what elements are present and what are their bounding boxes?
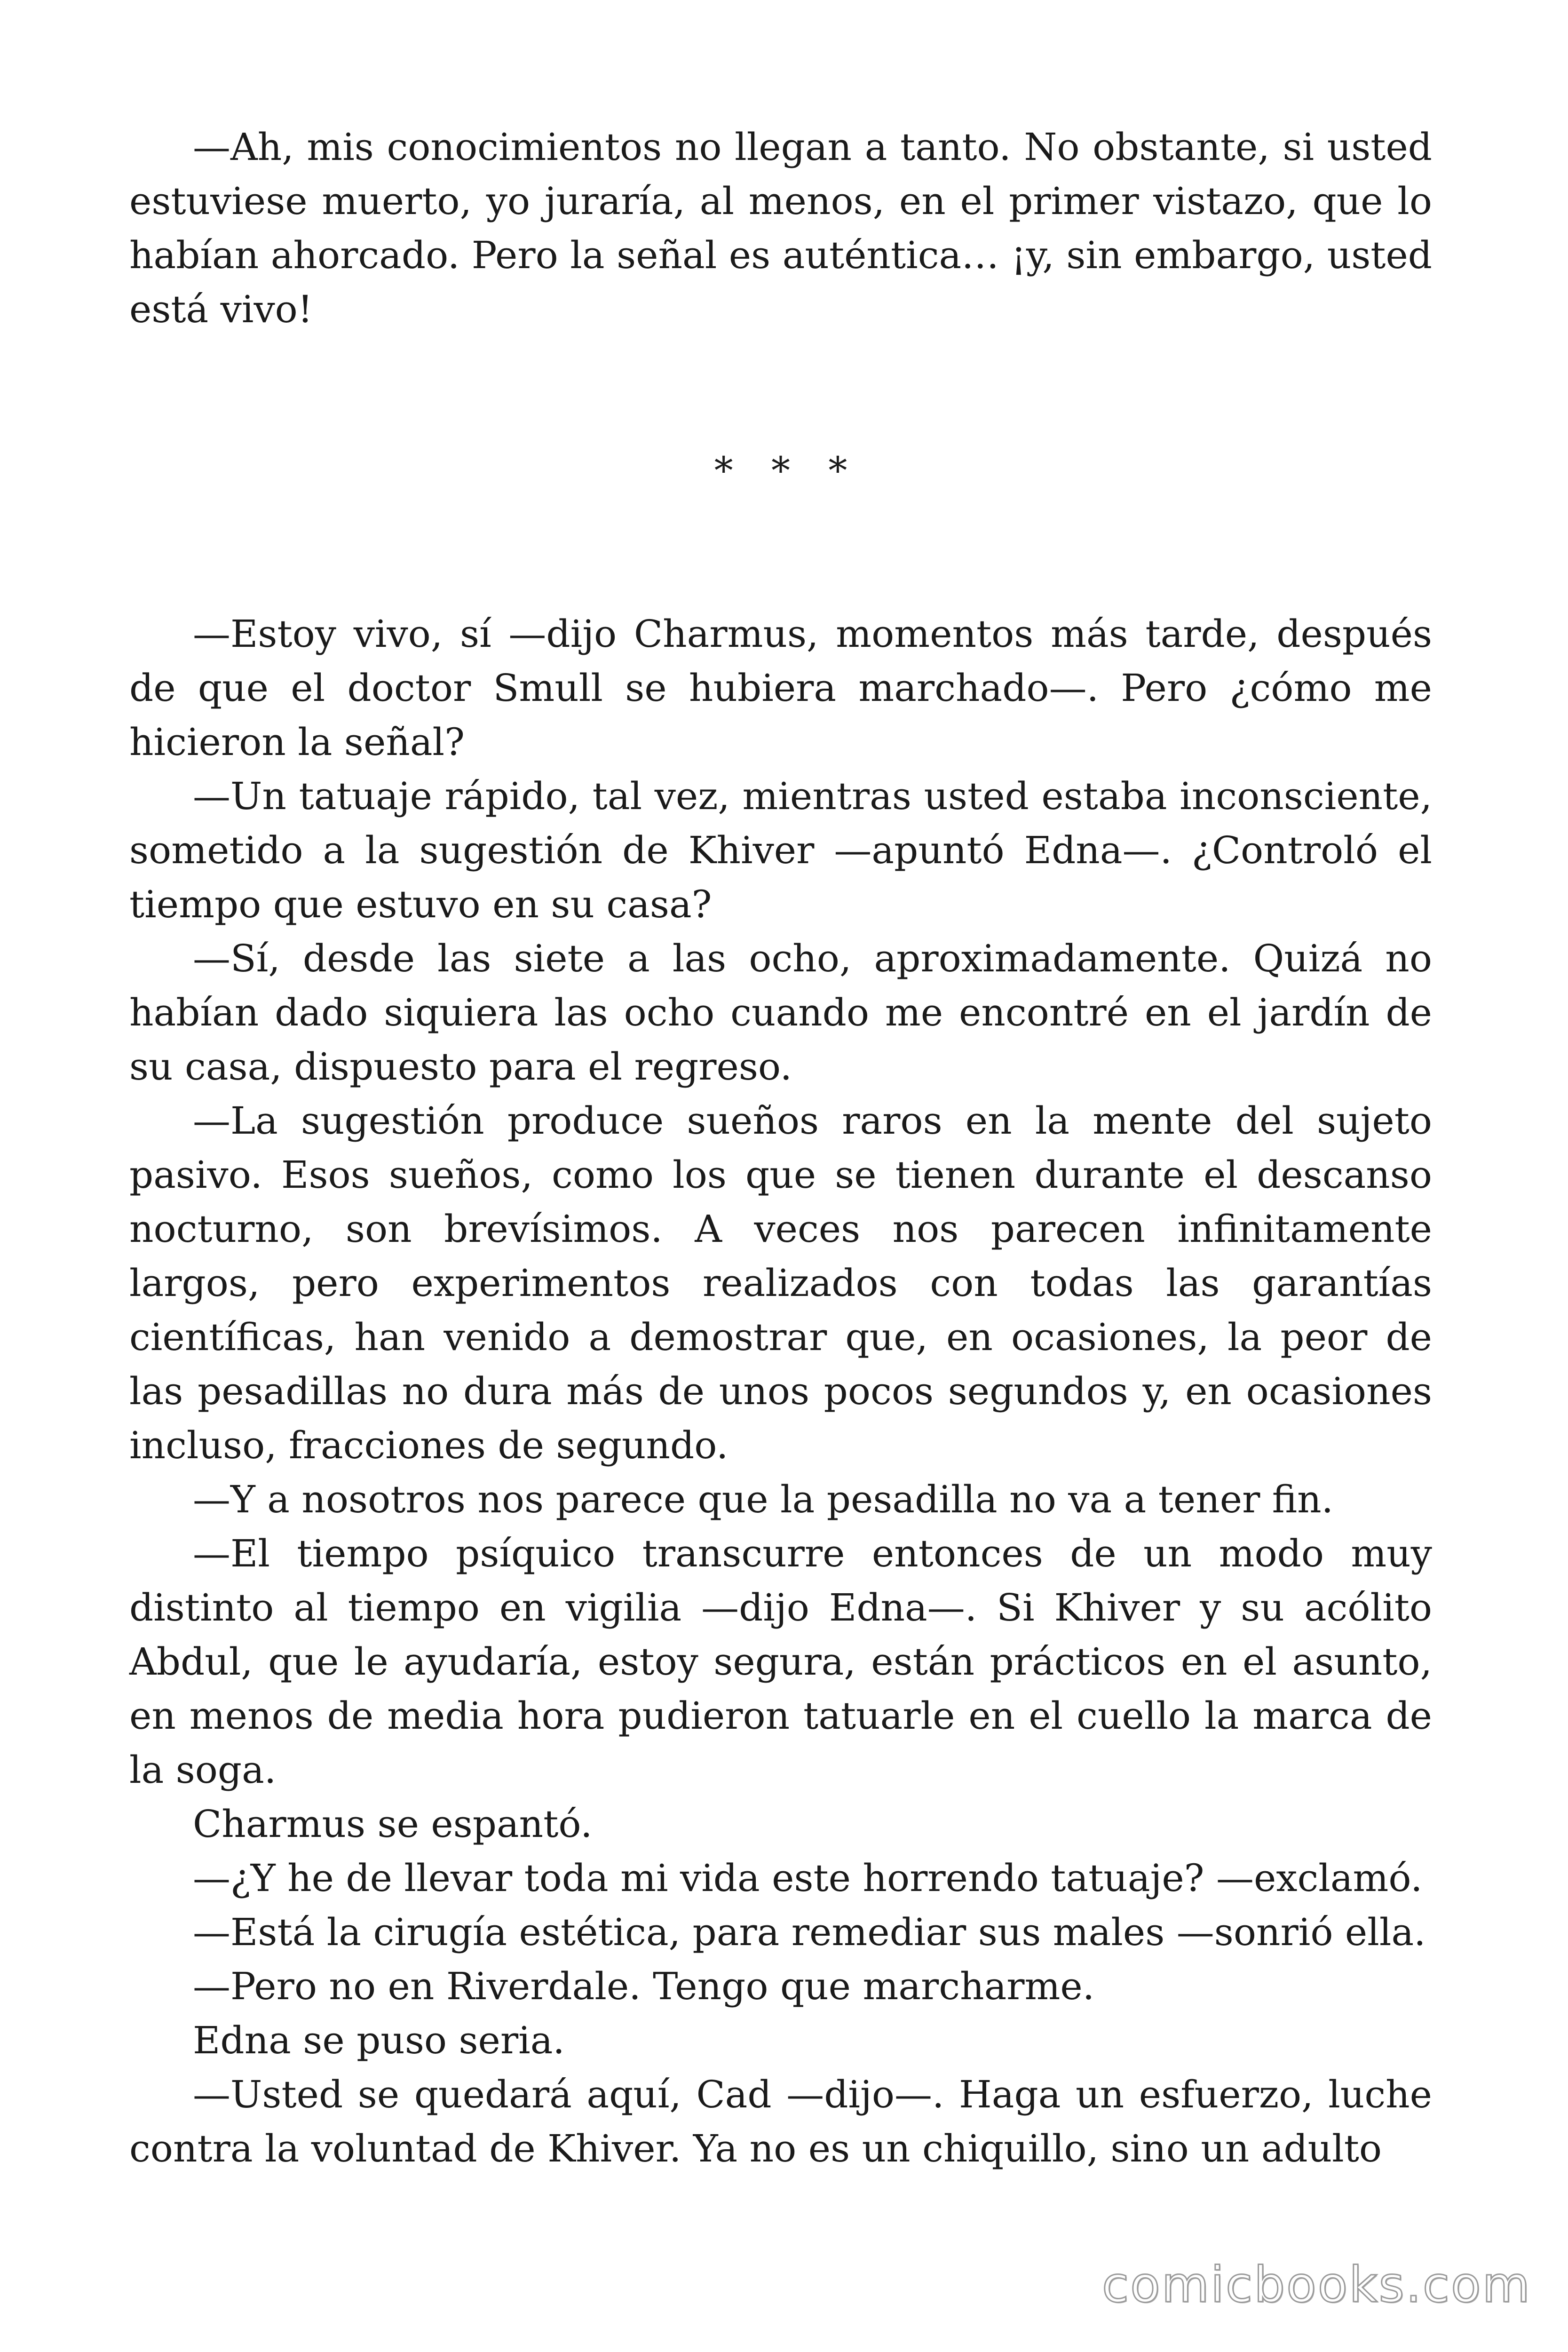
paragraph: —Está la cirugía estética, para remediar sus males —sonrió ella. [193,1910,1426,1954]
paragraph: —Pero no en Riverdale. Tengo que marcharme. [193,1964,1095,2008]
paragraph: —Un tatuaje rápido, tal vez, mientras usted estaba inconsciente, sometido a la sugestión de Khiver —apuntó Edna—. ¿Controló el tiempo que estuvo en su casa? [129,774,1432,926]
paragraph: Edna se puso seria. [193,2018,565,2062]
book-page [129,120,1432,2176]
paragraph: —Y a nosotros nos parece que la pesadilla no va a tener fin. [193,1478,1334,1521]
paragraph: Charmus se espantó. [193,1802,593,1846]
watermark: comicbooks.com [1101,2256,1531,2313]
scene-break-separator: * * * [714,449,861,493]
paragraph: —Ah, mis conocimientos no llegan a tanto. No obstante, si usted estuviese muerto, yo juraría, al menos, en el primer vistazo, que lo habían ahorcado. Pero la señal es auténtica… ¡y, sin embargo, usted está vivo! [129,125,1432,331]
paragraph: —Usted se quedará aquí, Cad —dijo—. Haga un esfuerzo, luche contra la voluntad de Khiver. Ya no es un chiquillo, sino un adulto [129,2073,1432,2170]
paragraph: —Estoy vivo, sí —dijo Charmus, momentos más tarde, después de que el doctor Smull se hubiera marchado—. Pero ¿cómo me hicieron la señal? [129,612,1432,764]
paragraph: —El tiempo psíquico transcurre entonces de un modo muy distinto al tiempo en vigilia —dijo Edna—. Si Khiver y su acólito Abdul, que le ayudaría, estoy segura, están prácticos en el asunto, en menos de media hora pudieron tatuarle en el cuello la marca de la soga. [129,1532,1432,1792]
paragraph: —¿Y he de llevar toda mi vida este horrendo tatuaje? —exclamó. [193,1856,1423,1900]
paragraph: —Sí, desde las siete a las ocho, aproximadamente. Quizá no habían dado siquiera las ocho cuando me encontré en el jardín de su casa, dispuesto para el regreso. [129,937,1432,1089]
paragraph: —La sugestión produce sueños raros en la mente del sujeto pasivo. Esos sueños, como los que se tienen durante el descanso nocturno, son brevísimos. A veces nos parecen infinitamente largos, pero experimentos realizados con todas las garantías científicas, han venido a demostrar que, en ocasiones, la peor de las pesadillas no dura más de unos pocos segundos y, en ocasiones incluso, fracciones de segundo. [129,1099,1432,1467]
